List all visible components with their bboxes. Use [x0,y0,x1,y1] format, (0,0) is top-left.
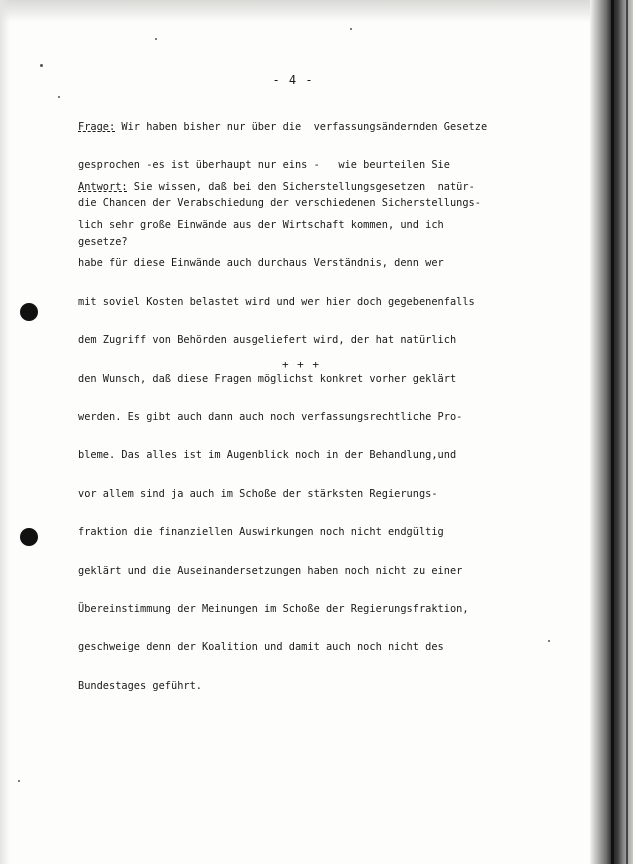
scan-speck [350,28,352,30]
answer-line: werden. Es gibt auch dann auch noch verfassungsrechtliche Pro- [78,410,463,423]
scan-speck [58,96,60,98]
question-line: gesetze? [78,235,128,248]
scan-speck [548,640,550,642]
answer-line: fraktion die finanziellen Auswirkungen noch nicht endgültig [78,526,444,539]
question-line: Wir haben bisher nur über die verfassungsändernden Gesetze [115,120,488,133]
answer-line: lich sehr große Einwände aus der Wirtschaft kommen, und ich [78,218,444,231]
question-label: Frage: [78,120,116,133]
scan-edge-line [611,0,614,864]
page-number: - 4 - [272,73,314,87]
end-mark: + + + [281,358,321,371]
answer-line: geklärt und die Auseinandersetzungen haben noch nicht zu einer [78,564,463,577]
question-line: die Chancen der Verabschiedung der verschiedenen Sicherstellungs- [78,197,481,210]
answer-line: den Wunsch, daß diese Fragen möglichst konkret vorher geklärt [78,372,457,385]
scan-top-edge [0,0,633,22]
answer-line: Bundestages geführt. [78,679,202,692]
answer-line: dem Zugriff von Behörden ausgeliefert wird, der hat natürlich [78,334,457,347]
answer-line: bleme. Das alles ist im Augenblick noch in der Behandlung,und [78,449,457,462]
scan-left-edge [0,0,10,864]
answer-line: vor allem sind ja auch im Schoße der stärksten Regierungs- [78,487,438,500]
answer-line: geschweige denn der Koalition und damit auch noch nicht des [78,641,444,654]
answer-line: Sie wissen, daß bei den Sicherstellungsgesetzen natür- [127,180,475,193]
punch-hole [20,528,38,546]
answer-line: habe für diese Einwände auch durchaus Verständnis, denn wer [78,257,444,270]
punch-hole [20,303,38,321]
scan-edge-line [626,0,628,864]
question-line: gesprochen -es ist überhaupt nur eins - wie beurteilen Sie [78,158,450,171]
scan-speck [18,780,20,782]
scan-speck [40,64,43,67]
answer-label: Antwort: [78,180,128,193]
scan-speck [155,38,157,40]
answer-line: Übereinstimmung der Meinungen im Schoße der Regierungsfraktion, [78,602,469,615]
answer-paragraph [78,155,475,718]
answer-line: mit soviel Kosten belastet wird und wer hier doch gegebenenfalls [78,295,475,308]
